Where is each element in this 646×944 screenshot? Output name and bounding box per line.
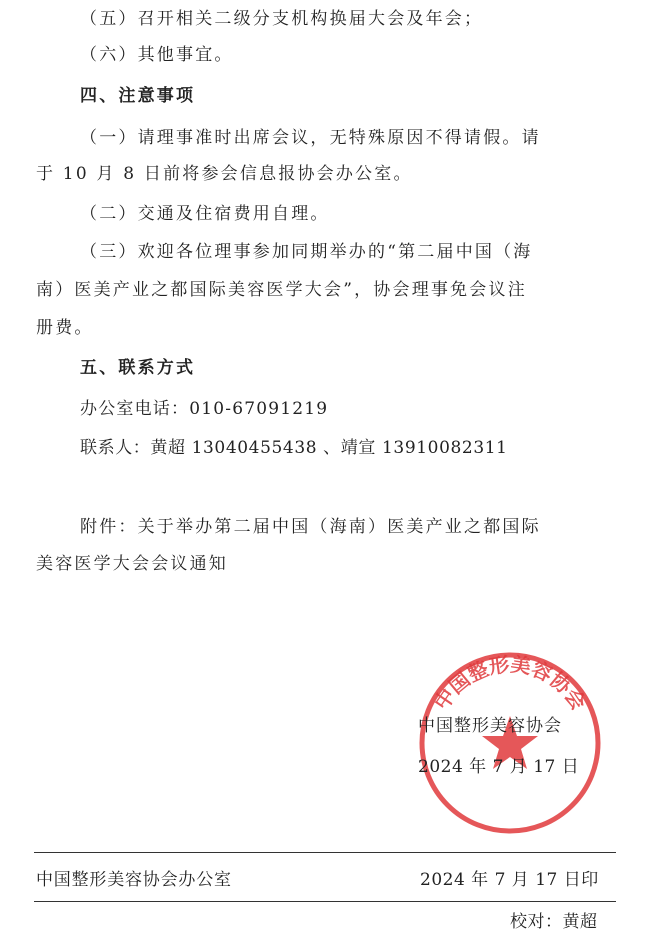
contact-phone: 办公室电话：010-67091219 — [80, 399, 329, 419]
note-3-line-2: 南）医美产业之都国际美容医学大会”，协会理事免会议注 — [36, 280, 527, 300]
seal-text: 中国整形美容协会 — [429, 652, 591, 715]
footer-rule-bottom — [34, 901, 616, 902]
attachment-line-2: 美容医学大会会议通知 — [36, 554, 228, 574]
footer-rule-top — [34, 852, 616, 853]
note-1-line-2: 于 10 月 8 日前将参会信息报协会办公室。 — [36, 164, 413, 184]
note-2: （二）交通及住宿费用自理。 — [80, 204, 330, 224]
note-1-line-1: （一）请理事准时出席会议，无特殊原因不得请假。请 — [80, 128, 541, 148]
agenda-item-5: （五）召开相关二级分支机构换届大会及年会； — [80, 9, 484, 29]
signature-date: 2024 年 7 月 17 日 — [418, 757, 580, 777]
note-3-line-3: 册费。 — [36, 318, 94, 338]
signature-organization: 中国整形美容协会 — [418, 716, 562, 736]
footer-issuer: 中国整形美容协会办公室 — [36, 870, 232, 890]
agenda-item-6: （六）其他事宜。 — [80, 45, 234, 65]
section-heading-contact: 五、联系方式 — [80, 358, 196, 378]
footer-proofreader: 校对：黄超 — [510, 912, 598, 932]
attachment-line-1: 附件：关于举办第二届中国（海南）医美产业之都国际 — [80, 517, 541, 537]
section-heading-notes: 四、注意事项 — [80, 86, 196, 106]
svg-text:中国整形美容协会 — [429, 652, 591, 714]
note-3-line-1: （三）欢迎各位理事参加同期举办的“第二届中国（海 — [80, 242, 533, 262]
official-seal-stamp — [415, 648, 605, 838]
footer-print-date: 2024 年 7 月 17 日印 — [420, 870, 599, 890]
contact-persons: 联系人：黄超 13040455438 、靖宣 13910082311 — [80, 438, 508, 458]
